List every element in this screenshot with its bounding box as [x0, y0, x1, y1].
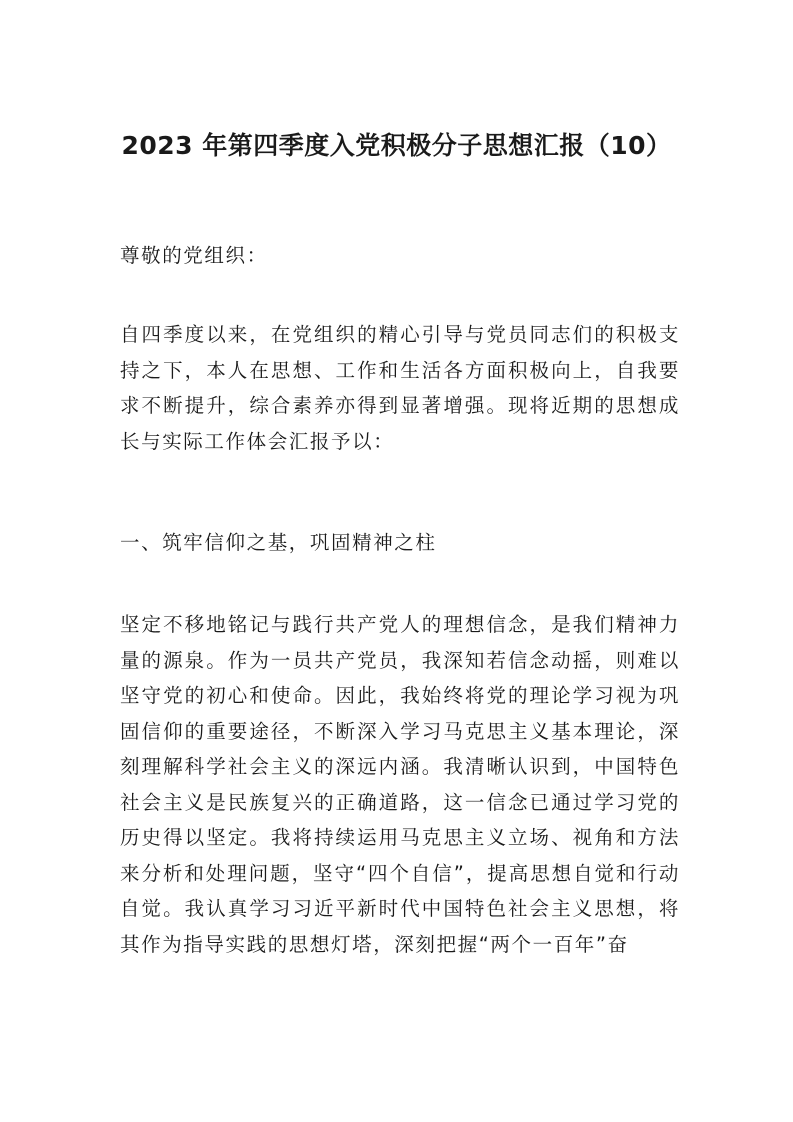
intro-paragraph: 自四季度以来，在党组织的精心引导与党员同志们的积极支持之下，本人在思想、工作和生活各方面积极向上，自我要求不断提升，综合素养亦得到显著增强。现将近期的思想成长与实际工作体会汇报予以：: [120, 323, 680, 453]
section-heading-1: 一、筑牢信仰之基，巩固精神之柱: [120, 531, 437, 554]
section-1-paragraph: 坚定不移地铭记与践行共产党人的理想信念，是我们精神力量的源泉。作为一员共产党员，我深知若信念动摇，则难以坚守党的初心和使命。因此，我始终将党的理论学习视为巩固信仰的重要途径，不断深入学习马克思主义基本理论，深刻理解科学社会主义的深远内涵。我清晰认识到，中国特色社会主义是民族复兴的正确道路，这一信念已通过学习党的历史得以坚定。我将持续运用马克思主义立场、视角和方法来分析和处理问题，坚守“四个自信”，提高思想自觉和行动自觉。我认真学习习近平新时代中国特色社会主义思想，将其作为指导实践的思想灯塔，深刻把握“两个一百年”奋: [120, 613, 680, 956]
document-title: 2023 年第四季度入党积极分子思想汇报（10）: [121, 131, 672, 160]
salutation: 尊敬的党组织：: [120, 244, 268, 267]
